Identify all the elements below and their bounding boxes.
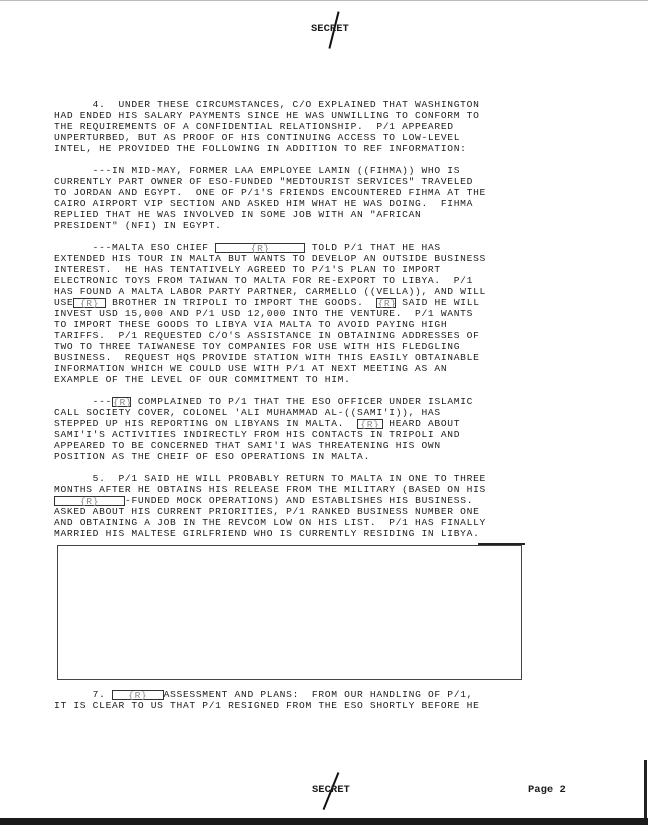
- paragraph-5: [54, 473, 486, 539]
- redaction-box: {R}: [357, 419, 383, 429]
- text-line: INTEL, HE PROVIDED THE FOLLOWING IN ADDITION TO REF INFORMATION:: [54, 143, 467, 154]
- paragraph-7: [54, 689, 480, 711]
- paragraph-4-fihma: [54, 165, 486, 231]
- text-line: INTEREST. HE HAS TENTATIVELY AGREED TO P/1'S PLAN TO IMPORT: [54, 264, 441, 275]
- paragraph-4: [54, 99, 480, 154]
- text-line: TO IMPORT THESE GOODS TO LIBYA VIA MALTA TO AVOID PAYING HIGH: [54, 319, 448, 330]
- scan-edge: [0, 818, 648, 825]
- text-line: PRESIDENT" (NFI) IN EGYPT.: [54, 220, 222, 231]
- header-classification: SECRET: [311, 23, 349, 35]
- redaction-box: {R}: [73, 298, 105, 308]
- text-line: BUSINESS. REQUEST HQS PROVIDE STATION WITH THIS EASILY OBTAINABLE: [54, 352, 480, 363]
- text-line: AND OBTAINING A JOB IN THE REVCOM LOW ON HIS LIST. P/1 HAS FINALLY: [54, 517, 486, 528]
- page-number: Page 2: [528, 784, 566, 796]
- redaction-box: {R}: [377, 298, 397, 309]
- text-line: {R} -FUNDED MOCK OPERATIONS) AND ESTABLISHES HIS BUSINESS.: [54, 495, 486, 506]
- text-line: TO JORDAN AND EGYPT. ONE OF P/1'S FRIENDS ENCOUNTERED FIHMA AT THE: [54, 187, 486, 198]
- text-line: MARRIED HIS MALTESE GIRLFRIEND WHO IS CURRENTLY RESIDING IN LIBYA.: [54, 528, 480, 539]
- text-line: INVEST USD 15,000 AND P/1 USD 12,000 INTO THE VENTURE. P/1 WANTS: [54, 308, 474, 319]
- paragraph-4-samii: [54, 396, 473, 462]
- text-line: CALL SOCIETY COVER, COLONEL 'ALI MUHAMMAD AL-((SAMI'I)), HAS: [54, 407, 441, 418]
- text-line: TARIFFS. P/1 REQUESTED C/O'S ASSISTANCE IN OBTAINING ADDRESSES OF: [54, 330, 480, 341]
- text-line: USE {R} BROTHER IN TRIPOLI TO IMPORT THE GOODS. {R} SAID HE WILL: [54, 297, 480, 309]
- text-line: ELECTRONIC TOYS FROM TAIWAN TO MALTA FOR RE-EXPORT TO LIBYA. P/1: [54, 275, 474, 286]
- text-line: 4. UNDER THESE CIRCUMSTANCES, C/O EXPLAINED THAT WASHINGTON: [54, 99, 480, 110]
- text-line: ---MALTA ESO CHIEF {R} TOLD P/1 THAT HE HAS: [54, 242, 441, 254]
- text-line: 7. {R} ASSESSMENT AND PLANS: FROM OUR HANDLING OF P/1,: [54, 689, 474, 701]
- text-line: CURRENTLY PART OWNER OF ESO-FUNDED "MEDTOURIST SERVICES" TRAVELED: [54, 176, 474, 187]
- text-line: HAS FOUND A MALTA LABOR PARTY PARTNER, CARMELLO ((VELLA)), AND WILL: [54, 286, 486, 297]
- text-line: STEPPED UP HIS REPORTING ON LIBYANS IN MALTA. {R} HEARD ABOUT: [54, 418, 461, 430]
- redaction-box: {R}: [113, 397, 133, 408]
- redaction-box: {R}: [215, 243, 305, 253]
- redaction-box: {R}: [112, 690, 164, 700]
- redacted-block: [57, 545, 522, 680]
- text-line: TWO TO THREE TAIWANESE TOY COMPANIES FOR USE WITH HIS FLEDGLING: [54, 341, 461, 352]
- text-line: IT IS CLEAR TO US THAT P/1 RESIGNED FROM THE ESO SHORTLY BEFORE HE: [54, 700, 480, 711]
- scan-edge: [644, 760, 647, 818]
- footer-classification: SECRET: [312, 784, 350, 796]
- text-line: POSITION AS THE CHEIF OF ESO OPERATIONS IN MALTA.: [54, 451, 370, 462]
- text-line: MONTHS AFTER HE OBTAINS HIS RELEASE FROM THE MILITARY (BASED ON HIS: [54, 484, 486, 495]
- text-line: EXAMPLE OF THE LEVEL OF OUR COMMITMENT TO HIM.: [54, 374, 351, 385]
- text-line: ---{R} COMPLAINED TO P/1 THAT THE ESO OFFICER UNDER ISLAMIC: [54, 396, 474, 408]
- text-line: ---IN MID-MAY, FORMER LAA EMPLOYEE LAMIN ((FIHMA)) WHO IS: [54, 165, 461, 176]
- text-line: SAMI'I'S ACTIVITIES INDIRECTLY FROM HIS CONTACTS IN TRIPOLI AND: [54, 429, 461, 440]
- text-line: APPEARED TO BE CONCERNED THAT SAMI'I WAS THREATENING HIS OWN: [54, 440, 441, 451]
- text-line: 5. P/1 SAID HE WILL PROBABLY RETURN TO MALTA IN ONE TO THREE: [54, 473, 486, 484]
- redaction-box: {R}: [54, 496, 125, 506]
- text-line: CAIRO AIRPORT VIP SECTION AND ASKED HIM WHAT HE WAS DOING. FIHMA: [54, 198, 474, 209]
- text-line: THE REQUIREMENTS OF A CONFIDENTIAL RELATIONSHIP. P/1 APPEARED: [54, 121, 454, 132]
- text-line: REPLIED THAT HE WAS INVOLVED IN SOME JOB WITH AN "AFRICAN: [54, 209, 422, 220]
- text-line: ASKED ABOUT HIS CURRENT PRIORITIES, P/1 RANKED BUSINESS NUMBER ONE: [54, 506, 480, 517]
- text-line: HAD ENDED HIS SALARY PAYMENTS SINCE HE WAS UNWILLING TO CONFORM TO: [54, 110, 480, 121]
- page-edge: [0, 0, 648, 1]
- text-line: UNPERTURBED, BUT AS PROOF OF HIS CONTINUING ACCESS TO LOW-LEVEL: [54, 132, 461, 143]
- paragraph-4-malta-eso-chief: [54, 242, 486, 385]
- text-line: INFORMATION WHICH WE COULD USE WITH P/1 AT NEXT MEETING AS AN: [54, 363, 448, 374]
- text-line: EXTENDED HIS TOUR IN MALTA BUT WANTS TO DEVELOP AN OUTSIDE BUSINESS: [54, 253, 486, 264]
